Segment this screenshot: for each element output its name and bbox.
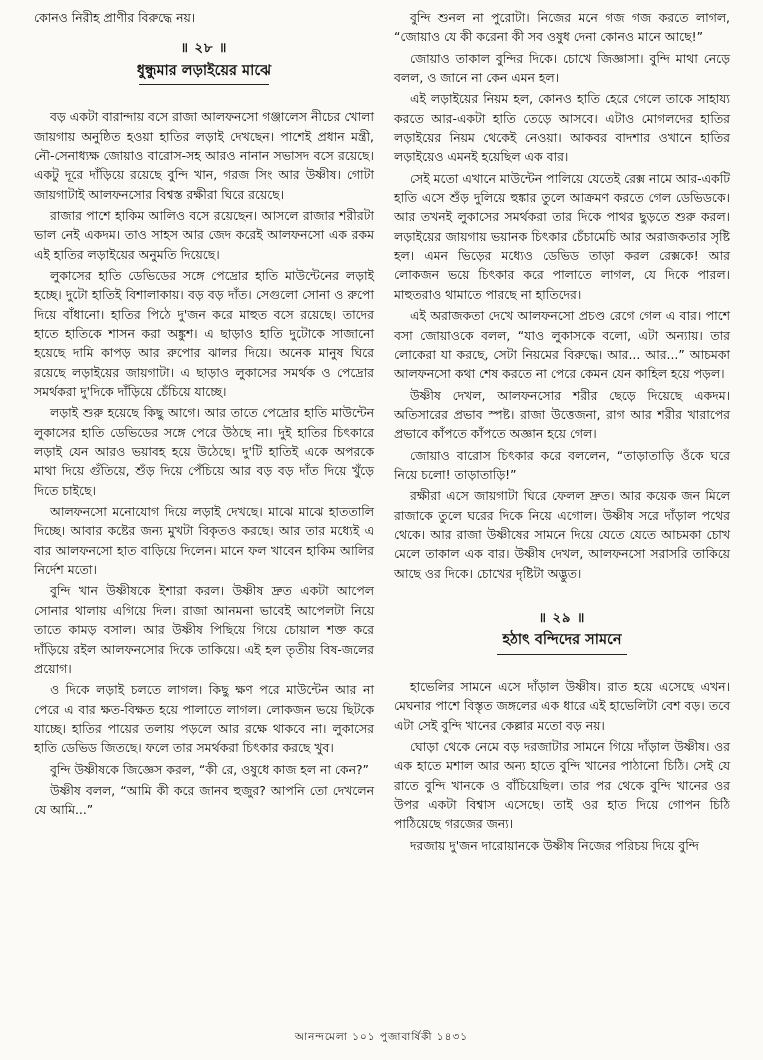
- paragraph: সেই মতো এখানে মাউন্টেন পালিয়ে যেতেই রেক্স নামে আর-একটি হাতি এসে শুঁড় দুলিয়ে হুঙ্কার তুলে আক্রমণ করতে গেল ডেভিডকে। আর তখনই লুকাসের সমর্থকরা তার দিকে পাথর ছুড়তে শুরু করল। লড়াইয়ের জায়গায় ভয়ানক চিৎকার চেঁচামেচি আর অরাজকতার সৃষ্টি হল। এমন ভিড়ের মধ্যেও ডেভিড তাড়া করল রেক্সকে! আর লোকজন ভয়ে চিৎকার করে পালাতে লাগল, যে দিকে পারল। মাহুতরাও থামাতে পারছে না হাতিদের।: [394, 170, 730, 302]
- right-column: [394, 8, 730, 857]
- paragraph: বুন্দি খান উষ্ণীষকে ইশারা করল। উষ্ণীষ দ্রুত একটা আপেল সোনার থালায় এগিয়ে দিল। রাজা আনমনা ভাবেই আপেলটা নিয়ে তাতে কামড় বসাল। আর উষ্ণীষ পিছিয়ে গিয়ে চোয়াল শক্ত করে দাঁড়িয়ে রইল আলফনসোর দিকে তাকিয়ে। এই হল তৃতীয় বিষ-জলের প্রয়োগ।: [34, 583, 374, 676]
- paragraph: লড়াই শুরু হয়েছে কিছু আগে। আর তাতে পেদ্রোর হাতি মাউন্টেন লুকাসের হাতি ডেভিডের সঙ্গে পেরে উঠছে না। দুই হাতির চিৎকারে লড়াই যেন আরও ভয়াবহ হয়ে উঠেছে। দু'টি হাতিই একে অপরকে মাথা দিয়ে গুঁতিয়ে, শুঁড় দিয়ে পেঁচিয়ে আর বড় বড় দাঁত দিয়ে খুঁড়ে দিতে চাইছে।: [34, 405, 374, 498]
- paragraph: রক্ষীরা এসে জায়গাটা ঘিরে ফেলল দ্রুত। আর কয়েক জন মিলে রাজাকে তুলে ঘরের দিকে নিয়ে এগোল। উষ্ণীষ সরে দাঁড়াল পথের থেকে। আর রাজা উষ্ণীষের সামনে দিয়ে যেতে যেতে আচমকা চোখ মেলে তাকাল এক বার। উষ্ণীষ দেখল, আলফনসো সরাসরি তাকিয়ে আছে ওর দিকে। চোখের দৃষ্টিটা অদ্ভুত।: [394, 488, 730, 581]
- left-column: [34, 8, 374, 822]
- chapter-28-title: ধুন্ধুমার লড়াইয়ের মাঝে: [136, 62, 272, 79]
- paragraph: ও দিকে লড়াই চলতে লাগল। কিছু ক্ষণ পরে মাউন্টেন আর না পেরে এ বার ক্ষত-বিক্ষত হয়ে পালাতে লাগল। লোকজন ভয়ে ছিটকে যাচ্ছে। হাতির পায়ের তলায় পড়লে আর রক্ষে থাকবে না। লুকাসের হাতি ডেভিড জিতছে। ফলে তার সমর্থকরা চিৎকার করছে খুব।: [34, 682, 374, 756]
- intro-line: কোনও নিরীহ প্রাণীর বিরুদ্ধে নয়।: [34, 10, 196, 25]
- paragraph: ঘোড়া থেকে নেমে বড় দরজাটার সামনে গিয়ে দাঁড়াল উষ্ণীষ। ওর এক হাতে মশাল আর অন্য হাতে বুন্দি খানের পাঠানো চিঠি। সেই যে রাতে বুন্দি খানকে ও বাঁচিয়েছিল। তার পর থেকে বুন্দি খানের ওর উপর একটা বিশ্বাস এসেছে। তাই ওর হাত দিয়ে গোপন চিঠি পাঠিয়েছে গরজের জন্য।: [394, 738, 730, 832]
- paragraph: জোয়াও তাকাল বুন্দির দিকে। চোখে জিজ্ঞাসা। বুন্দি মাথা নেড়ে বলল, ও জানে না কেন এমন হল।: [394, 50, 730, 86]
- chapter-28-title-underline: [139, 84, 269, 85]
- page-footer: আনন্দমেলা ১০১ পুজাবার্ষিকী ১৪৩১: [294, 1031, 469, 1043]
- paragraph: উষ্ণীষ দেখল, আলফনসোর শরীর ছেড়ে দিয়েছে একদম। অতিসারের প্রভাব স্পষ্ট। রাজা উত্তেজনা, রাগ আর শরীর খারাপের প্রভাবে কাঁপতে কাঁপতে অজ্ঞান হয়ে গেল।: [394, 387, 730, 442]
- chapter-29-number: ॥ ২৯ ॥: [538, 610, 586, 626]
- paragraph: রাজার পাশে হাকিম আলিও বসে রয়েছেন। আসলে রাজার শরীরটা ভাল নেই একদম। তাও সাহস আর জেদ করেই আলফনসো এক রকম এই হাতির লড়াইয়ের অনুমতি দিয়েছে।: [34, 207, 374, 262]
- paragraph: বুন্দি উষ্ণীষকে জিজ্ঞেস করল, “কী রে, ওষুধে কাজ হল না কেন?”: [50, 761, 369, 777]
- chapter-28-number: ॥ ২৮ ॥: [180, 41, 228, 57]
- paragraph: হাভেলির সামনে এসে দাঁড়াল উষ্ণীষ। রাত হয়ে এসেছে এখন। মেঘনার পাশে বিস্তৃত জঙ্গলের এক ধারে এই হাভেলিটা বেশ বড়। তবে এটা সেই বুন্দি খানের কেল্লার মতো বড় নয়।: [394, 678, 730, 733]
- paragraph: এই অরাজকতা দেখে আলফনসো প্রচণ্ড রেগে গেল এ বার। পাশে বসা জোয়াওকে বলল, “যাও লুকাসকে বলো, এটা অন্যায়। তার লোকেরা যা করছে, সেটা নিয়মের বিরুদ্ধে। আর... আর...” আচমকা আলফনসো কথা শেষ করতে না পেরে কেমন যেন কাহিল হয়ে পড়ল।: [394, 308, 730, 382]
- paragraph: এই লড়াইয়ের নিয়ম হল, কোনও হাতি হেরে গেলে তাকে সাহায্য করতে আর-একটা হাতি তেড়ে আসবে। এটাও মোগলদের হাতির লড়াইয়ের নিয়ম থেকেই নেওয়া। আকবর বাদশার ওখানে হাতির লড়াইয়েও এমনই হয়েছিল এক বার।: [394, 91, 730, 165]
- paragraph: বুন্দি শুনল না পুরোটা। নিজের মনে গজ গজ করতে লাগল, “জোয়াও যে কী করেনা কী সব ওষুধ দেনা কোনও মানে আছে!”: [394, 10, 730, 45]
- paragraph: দরজায় দু'জন দারোয়ানকে উষ্ণীষ নিজের পরিচয় দিয়ে বুন্দি: [410, 837, 699, 853]
- chapter-29-title-underline: [497, 654, 627, 655]
- paragraph: লুকাসের হাতি ডেভিডের সঙ্গে পেদ্রোর হাতি মাউন্টেনের লড়াই হচ্ছে। দুটো হাতিই বিশালাকায়। বড় বড় দাঁত। সেগুলো সোনা ও রুপো দিয়ে বাঁধানো। হাতির পিঠে দু'জন করে মাহুত বসে রয়েছে। তাদের হাতে হাতিকে শাসন করা অঙ্কুশ। এ ছাড়াও হাতি দুটোকে সাজানো হয়েছে দামি কাপড় আর রুপোর ঝালর দিয়ে। অনেক মানুষ ঘিরে রয়েছে লড়াইয়ের জায়গাটা। এ ছাড়াও লুকাসের সমর্থক ও পেদ্রোর সমর্থকরা দু'দিকে দাঁড়িয়ে চেঁচিয়ে যাচ্ছে।: [34, 267, 374, 400]
- paragraph: জোয়াও বারোস চিৎকার করে বললেন, “তাড়াতাড়ি ওঁকে ঘরে নিয়ে চলো! তাড়াতাড়ি!”: [394, 447, 730, 482]
- paragraph: উষ্ণীষ বলল, “আমি কী করে জানব হুজুর? আপনি তো দেখলেন যে আমি...”: [34, 782, 374, 818]
- paragraph: বড় একটা বারান্দায় বসে রাজা আলফনসো গঞ্জালেস নীচের খোলা জায়গায় অনুষ্ঠিত হওয়া হাতির লড়াই দেখছেন। পাশেই প্রধান মন্ত্রী, নৌ-সেনাধ্যক্ষ জোয়াও বারোস-সহ আরও নানান সভাসদ বসে রয়েছে। একটু দূরে দাঁড়িয়ে রয়েছে বুন্দি খান, গরজ সিং আর উষ্ণীষ। গোটা জায়গাটাই আলফনসোর বিশ্বস্ত রক্ষীরা ঘিরে রয়েছে।: [34, 109, 374, 202]
- chapter-29-title: হঠাৎ বন্দিদের সামনে: [502, 632, 622, 649]
- paragraph: আলফনসো মনোযোগ দিয়ে লড়াই দেখছে। মাঝে মাঝে হাততালি দিচ্ছে। আবার কষ্টের জন্য মুখটা বিকৃতও করছে। আর তার মধ্যেই এ বার আলফনসো হাত বাড়িয়ে দিলেন। মানে ফল খাবেন হাকিম আলির নির্দেশ মতো।: [34, 504, 374, 578]
